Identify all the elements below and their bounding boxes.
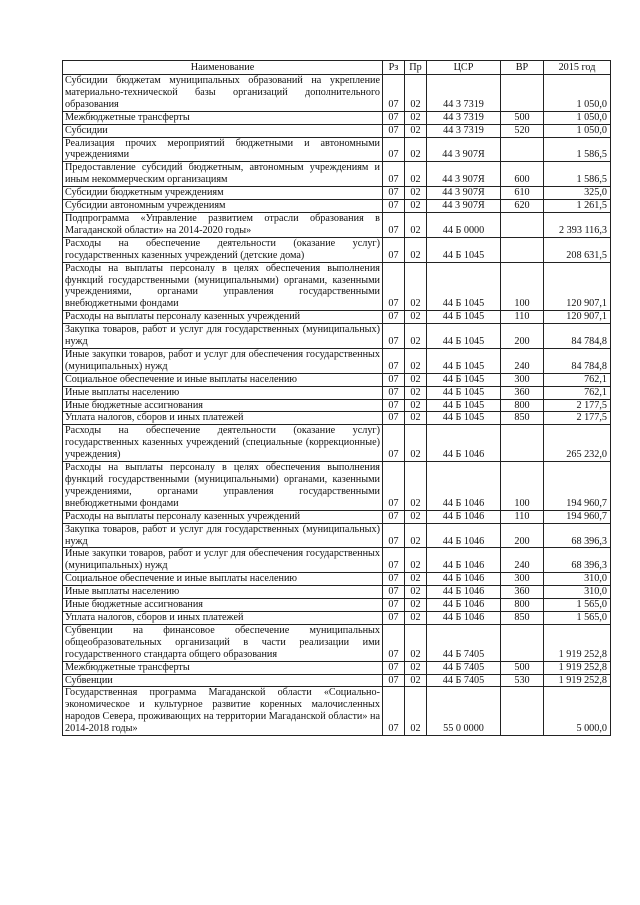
- table-row: [63, 599, 611, 612]
- budget-document: [62, 60, 610, 736]
- row-pr: 02: [405, 624, 427, 661]
- row-csr: 44 3 7319: [427, 124, 501, 137]
- row-pr: 02: [405, 137, 427, 162]
- table-row: [63, 75, 611, 112]
- row-vr: 300: [501, 373, 544, 386]
- table-row: [63, 548, 611, 573]
- row-name: Расходы на обеспечение деятельности (оказание услуг) государственных казенных учреждений (специальные (коррекционные) учреждения): [63, 425, 383, 462]
- row-csr: 44 Б 7405: [427, 674, 501, 687]
- budget-table: [62, 60, 611, 736]
- row-vr: 610: [501, 187, 544, 200]
- row-vr: 100: [501, 462, 544, 511]
- row-amount: 1 919 252,8: [544, 661, 611, 674]
- row-amount: 194 960,7: [544, 462, 611, 511]
- row-csr: 44 3 907Я: [427, 162, 501, 187]
- table-header-row: [63, 61, 611, 75]
- row-csr: 44 Б 1045: [427, 373, 501, 386]
- table-row: [63, 523, 611, 548]
- row-csr: 44 3 907Я: [427, 200, 501, 213]
- row-pr: 02: [405, 586, 427, 599]
- row-vr: 530: [501, 674, 544, 687]
- table-row: [63, 237, 611, 262]
- row-pr: 02: [405, 523, 427, 548]
- row-csr: 44 Б 1046: [427, 611, 501, 624]
- row-amount: 120 907,1: [544, 311, 611, 324]
- row-name: Социальное обеспечение и иные выплаты населению: [63, 573, 383, 586]
- row-amount: 1 050,0: [544, 124, 611, 137]
- row-pr: 02: [405, 162, 427, 187]
- row-rz: 07: [383, 75, 405, 112]
- row-name: Уплата налогов, сборов и иных платежей: [63, 611, 383, 624]
- table-row: [63, 348, 611, 373]
- row-amount: 68 396,3: [544, 523, 611, 548]
- row-csr: 44 Б 7405: [427, 624, 501, 661]
- row-vr: [501, 624, 544, 661]
- row-amount: 68 396,3: [544, 548, 611, 573]
- row-name: Субсидии бюджетам муниципальных образований на укрепление материально-технической базы организаций дополнительного образования: [63, 75, 383, 112]
- row-rz: 07: [383, 661, 405, 674]
- row-amount: 1 050,0: [544, 75, 611, 112]
- row-amount: 1 050,0: [544, 111, 611, 124]
- row-pr: 02: [405, 212, 427, 237]
- row-csr: 44 3 907Я: [427, 137, 501, 162]
- table-row: [63, 111, 611, 124]
- row-name: Расходы на выплаты персоналу казенных учреждений: [63, 510, 383, 523]
- row-vr: [501, 212, 544, 237]
- row-csr: 44 Б 1045: [427, 399, 501, 412]
- row-csr: 44 Б 1045: [427, 324, 501, 349]
- row-pr: 02: [405, 262, 427, 311]
- table-row: [63, 324, 611, 349]
- row-name: Субвенции: [63, 674, 383, 687]
- row-rz: 07: [383, 348, 405, 373]
- row-csr: 44 Б 1045: [427, 348, 501, 373]
- row-pr: 02: [405, 200, 427, 213]
- row-csr: 44 Б 1046: [427, 425, 501, 462]
- row-vr: [501, 687, 544, 736]
- row-name: Социальное обеспечение и иные выплаты населению: [63, 373, 383, 386]
- row-vr: 620: [501, 200, 544, 213]
- row-csr: 44 Б 1045: [427, 386, 501, 399]
- row-amount: 1 919 252,8: [544, 674, 611, 687]
- table-row: [63, 462, 611, 511]
- table-row: [63, 687, 611, 736]
- row-rz: 07: [383, 200, 405, 213]
- row-csr: 44 Б 1046: [427, 599, 501, 612]
- row-csr: 44 Б 0000: [427, 212, 501, 237]
- row-name: Реализация прочих мероприятий бюджетными и автономными учреждениями: [63, 137, 383, 162]
- row-name: Подпрограмма «Управление развитием отрасли образования в Магаданской области» на 2014-2020 годы»: [63, 212, 383, 237]
- row-csr: 44 Б 1046: [427, 510, 501, 523]
- row-csr: 44 Б 1046: [427, 523, 501, 548]
- table-row: [63, 412, 611, 425]
- row-name: Расходы на обеспечение деятельности (оказание услуг) государственных казенных учреждений (детские дома): [63, 237, 383, 262]
- header-pr: Пр: [405, 61, 427, 75]
- row-rz: 07: [383, 212, 405, 237]
- row-name: Иные бюджетные ассигнования: [63, 399, 383, 412]
- row-pr: 02: [405, 425, 427, 462]
- row-amount: 194 960,7: [544, 510, 611, 523]
- row-name: Межбюджетные трансферты: [63, 661, 383, 674]
- row-amount: 762,1: [544, 373, 611, 386]
- table-row: [63, 187, 611, 200]
- row-rz: 07: [383, 137, 405, 162]
- row-rz: 07: [383, 311, 405, 324]
- row-name: Межбюджетные трансферты: [63, 111, 383, 124]
- row-csr: 44 Б 7405: [427, 661, 501, 674]
- row-amount: 1 565,0: [544, 611, 611, 624]
- row-name: Расходы на выплаты персоналу в целях обеспечения выполнения функций государственными (муниципальными) органами, казенными учреждениями, органами управления государственными внебюджетными фондами: [63, 462, 383, 511]
- row-amount: 1 586,5: [544, 137, 611, 162]
- row-rz: 07: [383, 462, 405, 511]
- table-row: [63, 399, 611, 412]
- row-amount: 84 784,8: [544, 324, 611, 349]
- row-pr: 02: [405, 124, 427, 137]
- row-csr: 44 Б 1045: [427, 412, 501, 425]
- table-row: [63, 573, 611, 586]
- row-vr: [501, 75, 544, 112]
- row-amount: 265 232,0: [544, 425, 611, 462]
- row-rz: 07: [383, 373, 405, 386]
- row-vr: 800: [501, 599, 544, 612]
- row-vr: 500: [501, 111, 544, 124]
- table-row: [63, 661, 611, 674]
- row-pr: 02: [405, 237, 427, 262]
- row-amount: 1 919 252,8: [544, 624, 611, 661]
- row-rz: 07: [383, 425, 405, 462]
- table-row: [63, 586, 611, 599]
- row-vr: 800: [501, 399, 544, 412]
- row-vr: 360: [501, 386, 544, 399]
- row-rz: 07: [383, 399, 405, 412]
- row-pr: 02: [405, 661, 427, 674]
- header-year: 2015 год: [544, 61, 611, 75]
- row-name: Субсидии бюджетным учреждениям: [63, 187, 383, 200]
- row-name: Субсидии: [63, 124, 383, 137]
- row-vr: 360: [501, 586, 544, 599]
- row-rz: 07: [383, 510, 405, 523]
- row-csr: 44 Б 1045: [427, 311, 501, 324]
- header-rz: Рз: [383, 61, 405, 75]
- table-row: [63, 162, 611, 187]
- row-amount: 120 907,1: [544, 262, 611, 311]
- row-amount: 2 393 116,3: [544, 212, 611, 237]
- row-rz: 07: [383, 586, 405, 599]
- row-rz: 07: [383, 237, 405, 262]
- row-rz: 07: [383, 599, 405, 612]
- row-vr: 240: [501, 348, 544, 373]
- row-amount: 2 177,5: [544, 412, 611, 425]
- row-pr: 02: [405, 399, 427, 412]
- row-amount: 325,0: [544, 187, 611, 200]
- table-row: [63, 425, 611, 462]
- row-name: Закупка товаров, работ и услуг для государственных (муниципальных) нужд: [63, 324, 383, 349]
- row-rz: 07: [383, 111, 405, 124]
- row-csr: 44 Б 1046: [427, 586, 501, 599]
- row-pr: 02: [405, 373, 427, 386]
- row-vr: [501, 237, 544, 262]
- row-name: Иные выплаты населению: [63, 586, 383, 599]
- row-pr: 02: [405, 75, 427, 112]
- table-row: [63, 212, 611, 237]
- row-rz: 07: [383, 523, 405, 548]
- row-csr: 44 Б 1045: [427, 237, 501, 262]
- row-rz: 07: [383, 324, 405, 349]
- row-rz: 07: [383, 624, 405, 661]
- row-vr: 500: [501, 661, 544, 674]
- row-vr: 100: [501, 262, 544, 311]
- table-body: [63, 75, 611, 736]
- header-name: Наименование: [63, 61, 383, 75]
- row-pr: 02: [405, 573, 427, 586]
- row-csr: 44 Б 1045: [427, 262, 501, 311]
- table-row: [63, 611, 611, 624]
- row-name: Иные закупки товаров, работ и услуг для обеспечения государственных (муниципальных) нужд: [63, 348, 383, 373]
- row-pr: 02: [405, 510, 427, 523]
- row-rz: 07: [383, 412, 405, 425]
- row-name: Иные выплаты населению: [63, 386, 383, 399]
- row-pr: 02: [405, 611, 427, 624]
- row-pr: 02: [405, 386, 427, 399]
- row-pr: 02: [405, 187, 427, 200]
- row-amount: 1 565,0: [544, 599, 611, 612]
- row-amount: 5 000,0: [544, 687, 611, 736]
- row-name: Иные закупки товаров, работ и услуг для обеспечения государственных (муниципальных) нужд: [63, 548, 383, 573]
- row-name: Субсидии автономным учреждениям: [63, 200, 383, 213]
- row-vr: 850: [501, 611, 544, 624]
- row-rz: 07: [383, 162, 405, 187]
- row-vr: 110: [501, 311, 544, 324]
- row-csr: 44 3 907Я: [427, 187, 501, 200]
- header-csr: ЦСР: [427, 61, 501, 75]
- table-row: [63, 386, 611, 399]
- row-rz: 07: [383, 548, 405, 573]
- row-csr: 44 3 7319: [427, 75, 501, 112]
- row-vr: 200: [501, 523, 544, 548]
- table-row: [63, 124, 611, 137]
- row-csr: 44 Б 1046: [427, 462, 501, 511]
- row-csr: 44 Б 1046: [427, 548, 501, 573]
- row-pr: 02: [405, 687, 427, 736]
- table-row: [63, 373, 611, 386]
- row-vr: 300: [501, 573, 544, 586]
- row-vr: 520: [501, 124, 544, 137]
- row-rz: 07: [383, 386, 405, 399]
- row-amount: 1 586,5: [544, 162, 611, 187]
- row-vr: [501, 137, 544, 162]
- row-vr: [501, 425, 544, 462]
- row-name: Расходы на выплаты персоналу в целях обеспечения выполнения функций государственными (муниципальными) органами, казенными учреждениями, органами управления государственными внебюджетными фондами: [63, 262, 383, 311]
- row-name: Расходы на выплаты персоналу казенных учреждений: [63, 311, 383, 324]
- row-rz: 07: [383, 187, 405, 200]
- row-pr: 02: [405, 462, 427, 511]
- row-csr: 44 3 7319: [427, 111, 501, 124]
- row-vr: 600: [501, 162, 544, 187]
- row-vr: 200: [501, 324, 544, 349]
- table-row: [63, 674, 611, 687]
- row-amount: 2 177,5: [544, 399, 611, 412]
- row-pr: 02: [405, 412, 427, 425]
- row-vr: 240: [501, 548, 544, 573]
- table-row: [63, 262, 611, 311]
- row-rz: 07: [383, 687, 405, 736]
- header-vr: ВР: [501, 61, 544, 75]
- row-name: Иные бюджетные ассигнования: [63, 599, 383, 612]
- row-pr: 02: [405, 348, 427, 373]
- row-amount: 310,0: [544, 573, 611, 586]
- row-amount: 762,1: [544, 386, 611, 399]
- row-name: Закупка товаров, работ и услуг для государственных (муниципальных) нужд: [63, 523, 383, 548]
- row-pr: 02: [405, 111, 427, 124]
- row-rz: 07: [383, 124, 405, 137]
- row-pr: 02: [405, 548, 427, 573]
- row-vr: 110: [501, 510, 544, 523]
- row-pr: 02: [405, 674, 427, 687]
- row-pr: 02: [405, 599, 427, 612]
- table-row: [63, 200, 611, 213]
- row-rz: 07: [383, 674, 405, 687]
- row-pr: 02: [405, 324, 427, 349]
- row-amount: 310,0: [544, 586, 611, 599]
- table-row: [63, 510, 611, 523]
- row-csr: 44 Б 1046: [427, 573, 501, 586]
- row-amount: 84 784,8: [544, 348, 611, 373]
- row-pr: 02: [405, 311, 427, 324]
- row-vr: 850: [501, 412, 544, 425]
- row-rz: 07: [383, 573, 405, 586]
- table-row: [63, 137, 611, 162]
- row-name: Субвенции на финансовое обеспечение муниципальных общеобразовательных организаций в части реализации ими государственного стандарта общего образования: [63, 624, 383, 661]
- row-amount: 1 261,5: [544, 200, 611, 213]
- row-amount: 208 631,5: [544, 237, 611, 262]
- table-row: [63, 624, 611, 661]
- row-rz: 07: [383, 262, 405, 311]
- row-csr: 55 0 0000: [427, 687, 501, 736]
- row-name: Предоставление субсидий бюджетным, автономным учреждениям и иным некоммерческим организациям: [63, 162, 383, 187]
- row-name: Уплата налогов, сборов и иных платежей: [63, 412, 383, 425]
- row-name: Государственная программа Магаданской области «Социально-экономическое и культурное развитие коренных малочисленных народов Севера, проживающих на территории Магаданской области» на 2014-2018 годы»: [63, 687, 383, 736]
- table-row: [63, 311, 611, 324]
- row-rz: 07: [383, 611, 405, 624]
